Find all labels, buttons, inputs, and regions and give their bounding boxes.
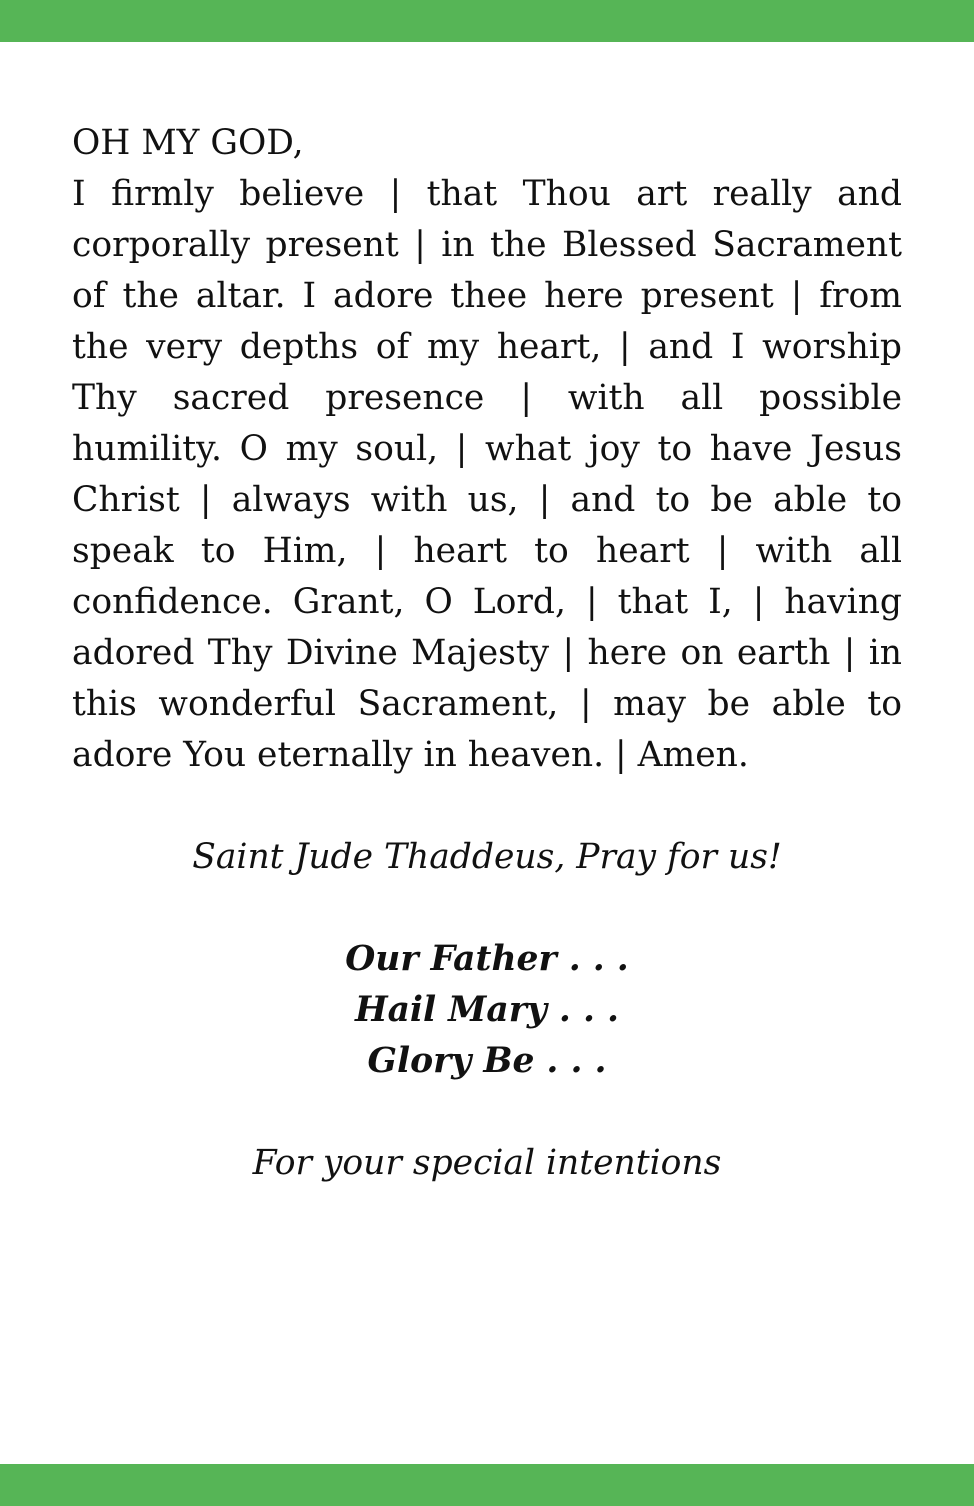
prayer-our-father: Our Father . . . (345, 939, 629, 979)
prayer-card-content (72, 118, 902, 1189)
prayer-body: I firmly believe | that Thou art really and corporally present | in the Blessed Sacrament of the altar. I adore thee here present | from the very depths of my heart, | and I worship Thy sacred presence | with all possible humility. O my soul, | what joy to have Jesus Christ | always with us, | and to be able to speak to Him, | heart to heart | with all confidence. Grant, O Lord, | that I, | having adored Thy Divine Majesty | here on earth | in this wonderful Sacrament, | may be able to adore You eternally in heaven. | Amen. (72, 174, 902, 775)
top-green-band (0, 0, 974, 42)
prayer-glory-be: Glory Be . . . (367, 1041, 607, 1081)
prayer-greeting: OH MY GOD, (72, 123, 304, 163)
prayers-list (72, 934, 902, 1087)
prayer-hail-mary: Hail Mary . . . (354, 990, 619, 1030)
special-intentions: For your special intentions (252, 1143, 722, 1183)
saint-invocation: Saint Jude Thaddeus, Pray for us! (192, 837, 782, 877)
bottom-green-band (0, 1464, 974, 1506)
